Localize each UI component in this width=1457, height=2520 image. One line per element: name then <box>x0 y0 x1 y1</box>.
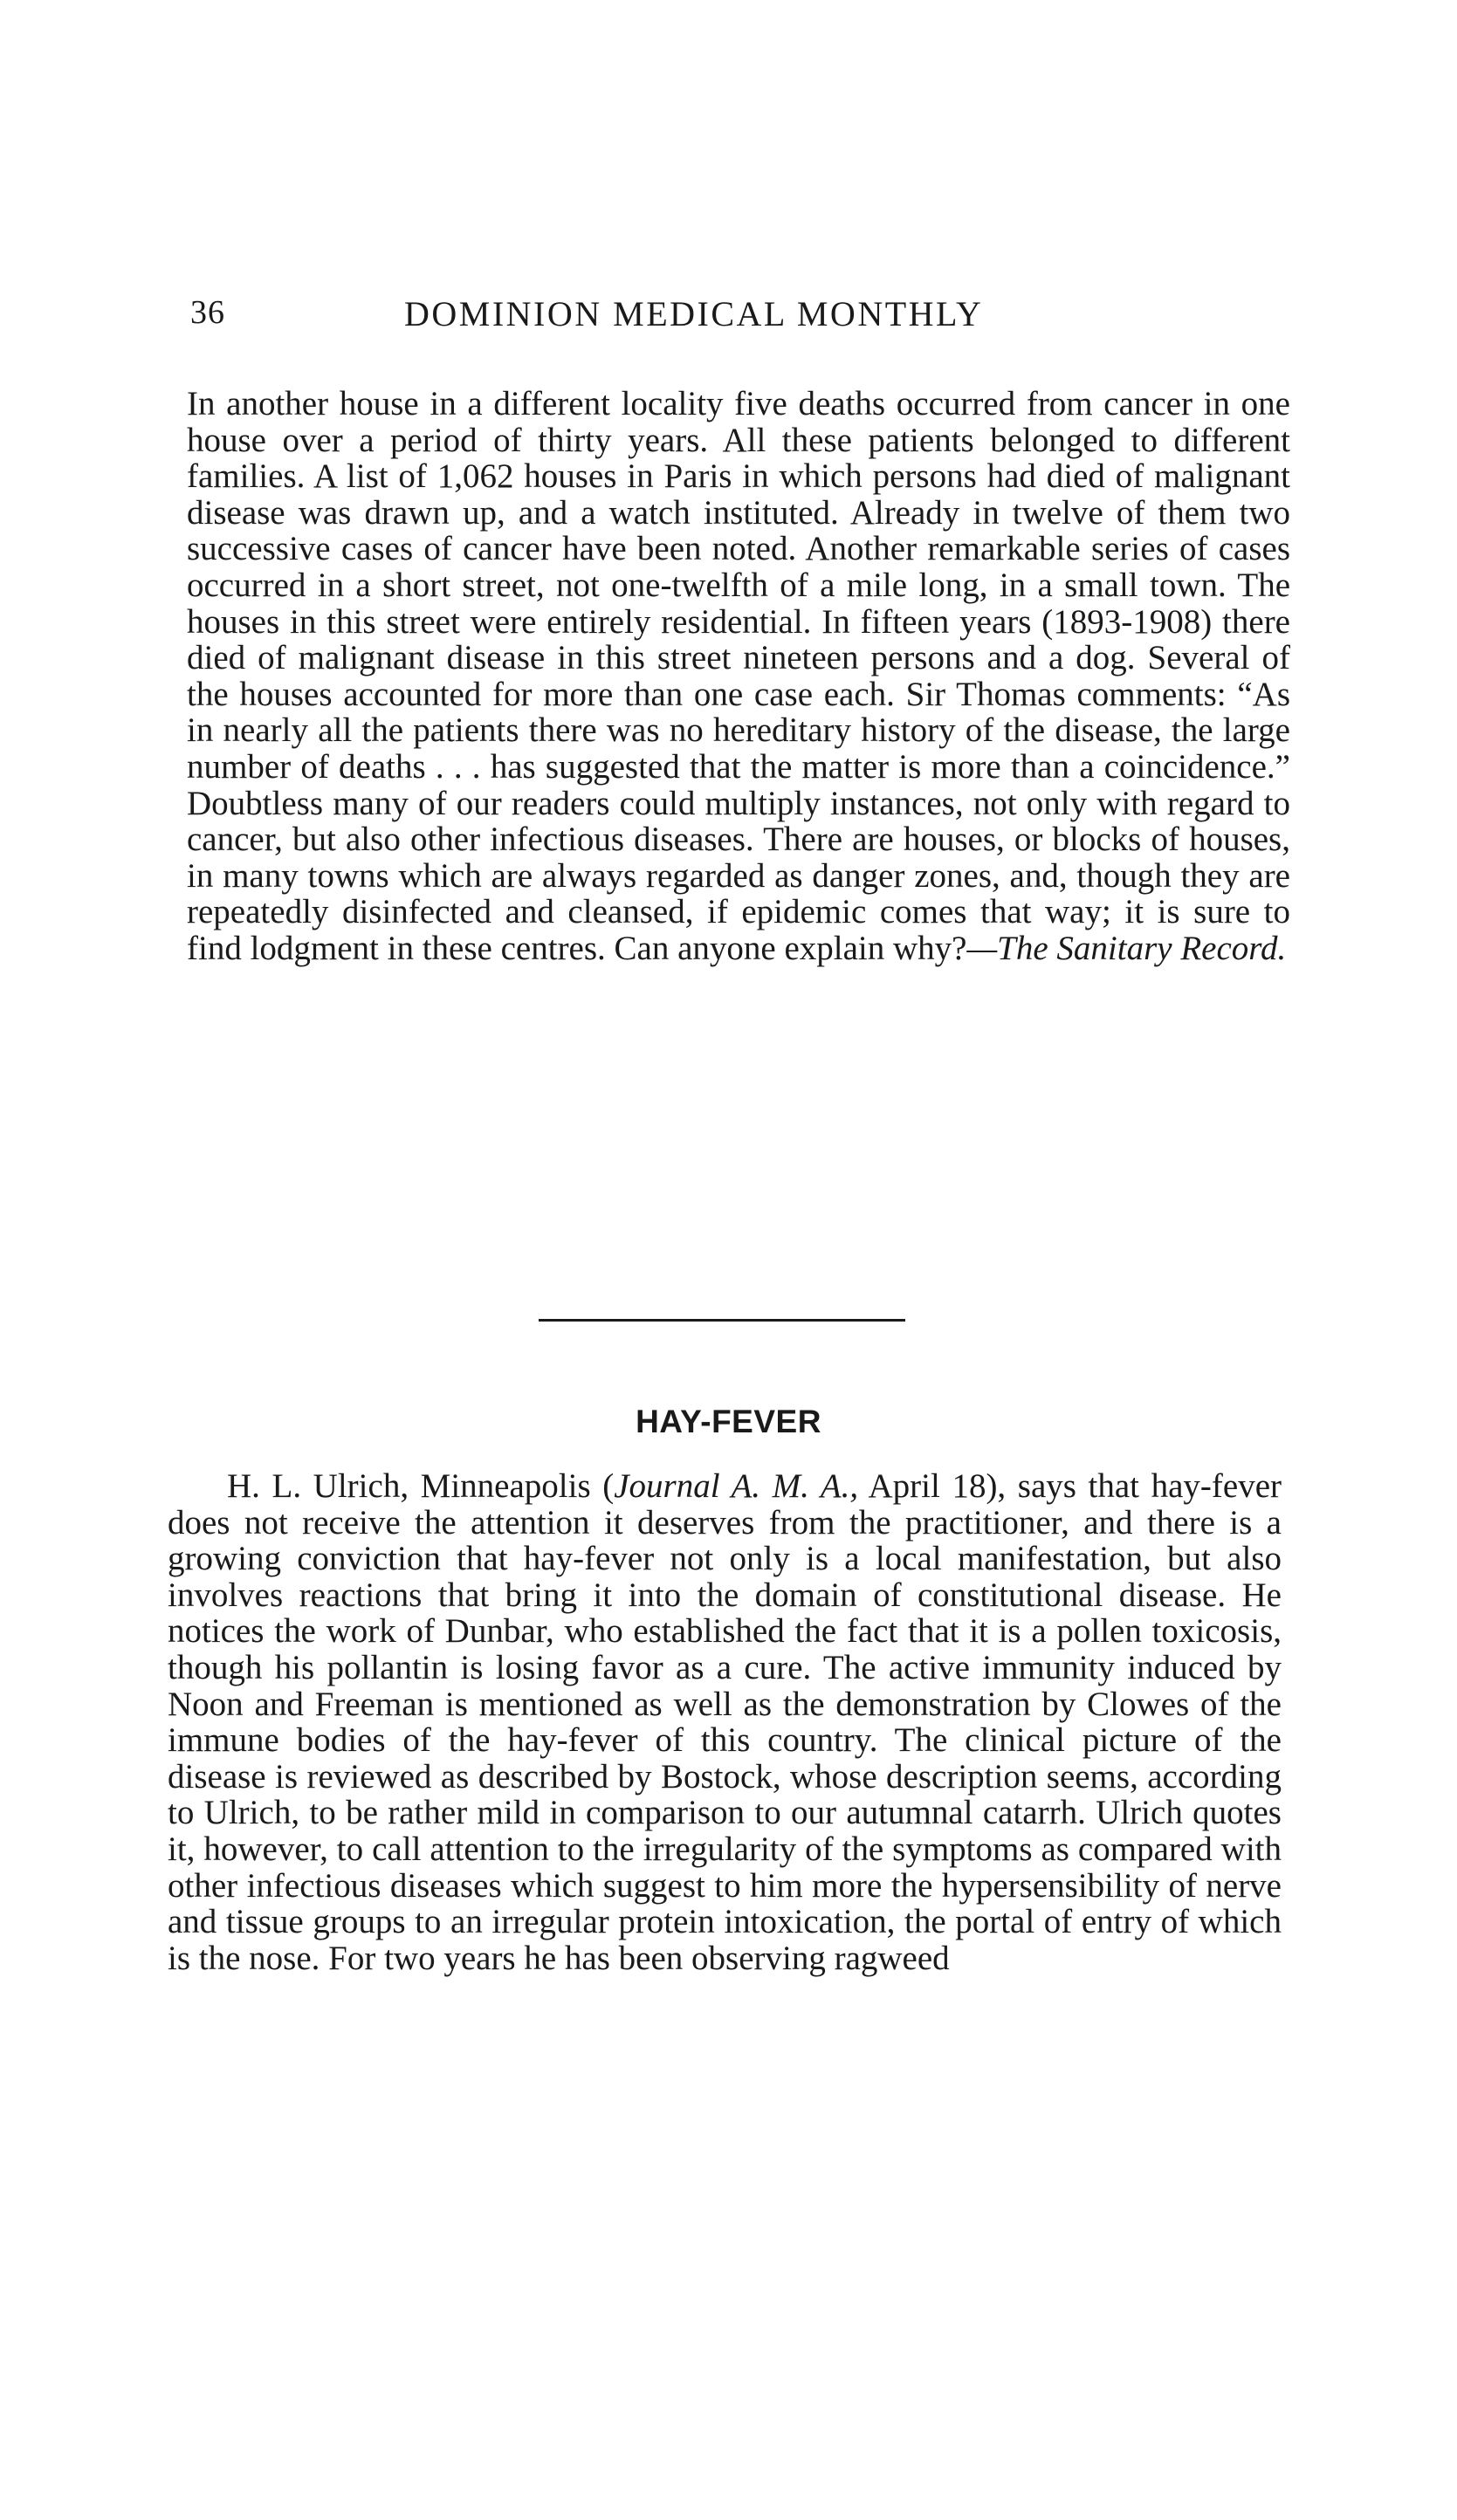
journal-title: DOMINION MEDICAL MONTHLY <box>404 294 984 333</box>
running-head <box>190 288 1094 340</box>
article-1-citation: —The Sanitary Record. <box>966 929 1287 967</box>
article-2-text-before-ref: H. L. Ulrich, Minneapolis ( <box>227 1467 615 1505</box>
article-2-text-after-ref: April 18), says that hay-fever does not receive the attention it deserves from the practitioner, and there is a growing conviction that hay-fever not only is a local manifestation, but also involves reactions that bring it into the domain of constitutional disease. He notices the work of Dunbar, who established the fact that it is a pollen toxicosis, though his pollantin is losing favor as a cure. The active immunity induced by Noon and Freeman is mentioned as well as the demonstration by Clowes of the immune bodies of the hay-fever of this country. The clinical picture of the disease is reviewed as described by Bostock, whose description seems, according to Ulrich, to be rather mild in comparison to our autumnal catarrh. Ulrich quotes it, however, to call attention to the irregularity of the symptoms as compared with other infectious diseases which suggest to him more the hypersensibility of nerve and tissue groups to an irregular protein intoxication, the portal of entry of which is the nose. For two years he has been observing ragweed <box>168 1467 1282 1977</box>
article-2-journal-ref: Journal A. M. A., <box>614 1467 859 1505</box>
section-divider <box>539 1319 905 1322</box>
article-2-paragraph <box>168 1468 1282 1976</box>
article-1-body: In another house in a different locality five deaths occurred from cancer in one house over a period of thirty years. All these patients belonged to different families. A list of 1,062 houses in Paris in which persons had died of malignant disease was drawn up, and a watch instituted. Already in twelve of them two successive cases of cancer have been noted. Another remarkable series of cases occurred in a short street, not one-twelfth of a mile long, in a small town. The houses in this street were entirely residential. In fifteen years (1893-1908) there died of malignant disease in this street nineteen persons and a dog. Several of the houses accounted for more than one case each. Sir Thomas comments: “As in nearly all the patients there was no hereditary history of the disease, the large number of deaths . . . has suggested that the matter is more than a coincidence.” Doubtless many of our readers could multiply instances, not only with regard to cancer, but also other infectious diseases. There are houses, or blocks of houses, in many towns which are always regarded as danger zones, and, though they are repeatedly disinfected and cleansed, if epidemic comes that way; it is sure to find lodgment in these centres. Can anyone explain why? <box>187 385 1290 967</box>
page-number: 36 <box>190 294 225 331</box>
article-1-paragraph <box>187 386 1290 967</box>
section-heading-hay-fever: HAY-FEVER <box>636 1404 821 1439</box>
